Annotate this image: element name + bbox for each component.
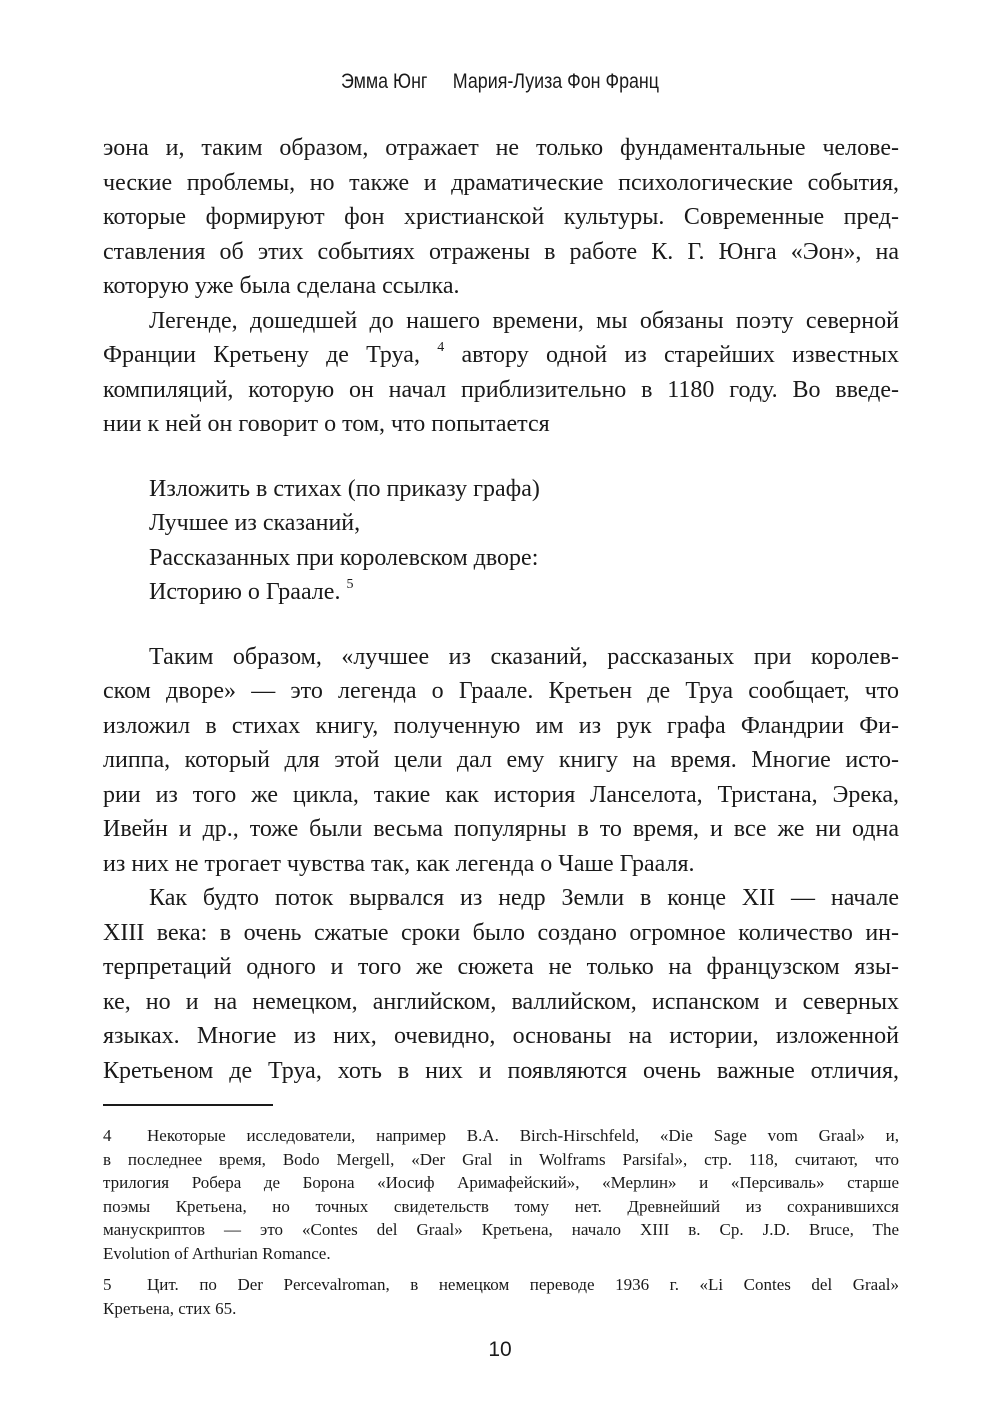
footnote-4 xyxy=(103,1124,899,1265)
footnote-line: трилогия Робера де Борона «Иосиф Аримафейский», «Мерлин» и «Персиваль» старше xyxy=(103,1173,899,1192)
text-line: Кретьеном де Труа, хоть в них и появляются очень важные отличия, xyxy=(103,1057,899,1084)
footnote-line: Кретьена, стих 65. xyxy=(103,1298,237,1318)
text-line: изложил в стихах книгу, полученную им из рук графа Фландрии Фи- xyxy=(103,712,899,739)
text-line xyxy=(103,338,899,373)
text-line: которую уже была сделана ссылка. xyxy=(103,273,460,299)
footnote-line: Evolution of Arthurian Romance. xyxy=(103,1243,331,1263)
text-line: ке, но и на немецком, английском, валлийском, испанском и северных xyxy=(103,988,899,1015)
text-line: Легенде, дошедшей до нашего времени, мы обязаны поэту северной xyxy=(149,307,899,334)
poem-quote xyxy=(149,472,899,610)
text-line: нии к ней он говорит о том, что попытается xyxy=(103,411,550,437)
page-number: 10 xyxy=(488,1338,512,1361)
paragraph-3 xyxy=(103,640,899,882)
header-author-2: Мария-Луиза Фон Франц xyxy=(452,70,660,93)
poem-line xyxy=(149,575,899,610)
header-author-1: Эмма Юнг xyxy=(340,70,428,93)
text-line: терпретаций одного и того же сюжета не только на французском язы- xyxy=(103,954,899,980)
text-line: XIII века: в очень сжатые сроки было создано огромное количество ин- xyxy=(103,919,899,946)
body-text xyxy=(103,131,899,1088)
text-line: ставления об этих событиях отражены в работе К. Г. Юнга «Эон», на xyxy=(103,238,899,265)
footnote-line: поэмы Кретьена, но точных свидетельств тому нет. Древнейший из сохранившихся xyxy=(103,1196,899,1216)
running-header xyxy=(75,70,925,94)
footnote-line: в последнее время, Bodo Mergell, «Der Gral in Wolframs Parsifal», стр. 118, считают, что xyxy=(103,1149,899,1169)
poem-line: Изложить в стихах (по приказу графа) xyxy=(149,475,540,502)
footnote-5 xyxy=(103,1273,899,1320)
text-line: рии из того же цикла, такие как история Ланселота, Тристана, Эрека, xyxy=(103,781,899,808)
text-span: Некоторые исследователи, например B.A. Birch-Hirschfeld, «Die Sage vom Graal» и, xyxy=(147,1126,899,1145)
text-line: языках. Многие из них, очевидно, основаны на истории, изложенной xyxy=(103,1023,899,1049)
text-line: которые формируют фон христианской культуры. Современные пред- xyxy=(103,204,899,230)
footnote-ref-4[interactable]: 4 xyxy=(437,340,445,355)
poem-line: Лучшее из сказаний, xyxy=(149,510,361,536)
text-span: Цит. по Der Percevalroman, в немецком переводе 1936 г. «Li Contes del Graal» xyxy=(147,1275,899,1294)
text-line: эона и, таким образом, отражает не только фундаментальные челове- xyxy=(103,135,899,161)
footnote-line: манускриптов — это «Contes del Graal» Кретьена, начало XIII в. Ср. J.D. Bruce, The xyxy=(103,1220,899,1239)
paragraph-2 xyxy=(103,304,899,442)
text-line: из них не трогает чувства так, как легенда о Чаше Грааля. xyxy=(103,850,695,877)
text-span: Франции Кретьену де Труа, xyxy=(103,342,438,368)
text-span: автору одной из старейших известных xyxy=(444,342,899,368)
text-line: Как будто поток вырвался из недр Земли в конце XII — начале xyxy=(149,885,899,911)
footnote-line xyxy=(103,1273,899,1297)
poem-line: Рассказанных при королевском дворе: xyxy=(149,544,539,571)
footnote-divider xyxy=(103,1104,273,1106)
text-line: Таким образом, «лучшее из сказаний, рассказаных при королев- xyxy=(149,643,899,670)
footnotes xyxy=(103,1124,899,1328)
text-span: Историю о Граале. xyxy=(149,579,347,605)
footnote-ref-5[interactable]: 5 xyxy=(346,577,354,592)
text-line: липпа, который для этой цели дал ему книгу на время. Многие исто- xyxy=(103,747,899,773)
footnote-number: 5 xyxy=(103,1275,112,1294)
footnote-line xyxy=(103,1124,899,1148)
paragraph-1 xyxy=(103,131,899,304)
text-line: ском дворе» — это легенда о Граале. Кретьен де Труа сообщает, что xyxy=(103,678,899,704)
footnote-number: 4 xyxy=(103,1126,112,1145)
text-line: компиляций, которую он начал приблизительно в 1180 году. Во введе- xyxy=(103,376,899,403)
text-line: Ивейн и др., тоже были весьма популярны в то время, и все же ни одна xyxy=(103,816,899,842)
text-line: ческие проблемы, но также и драматические психологические события, xyxy=(103,169,899,196)
paragraph-4 xyxy=(103,881,899,1088)
